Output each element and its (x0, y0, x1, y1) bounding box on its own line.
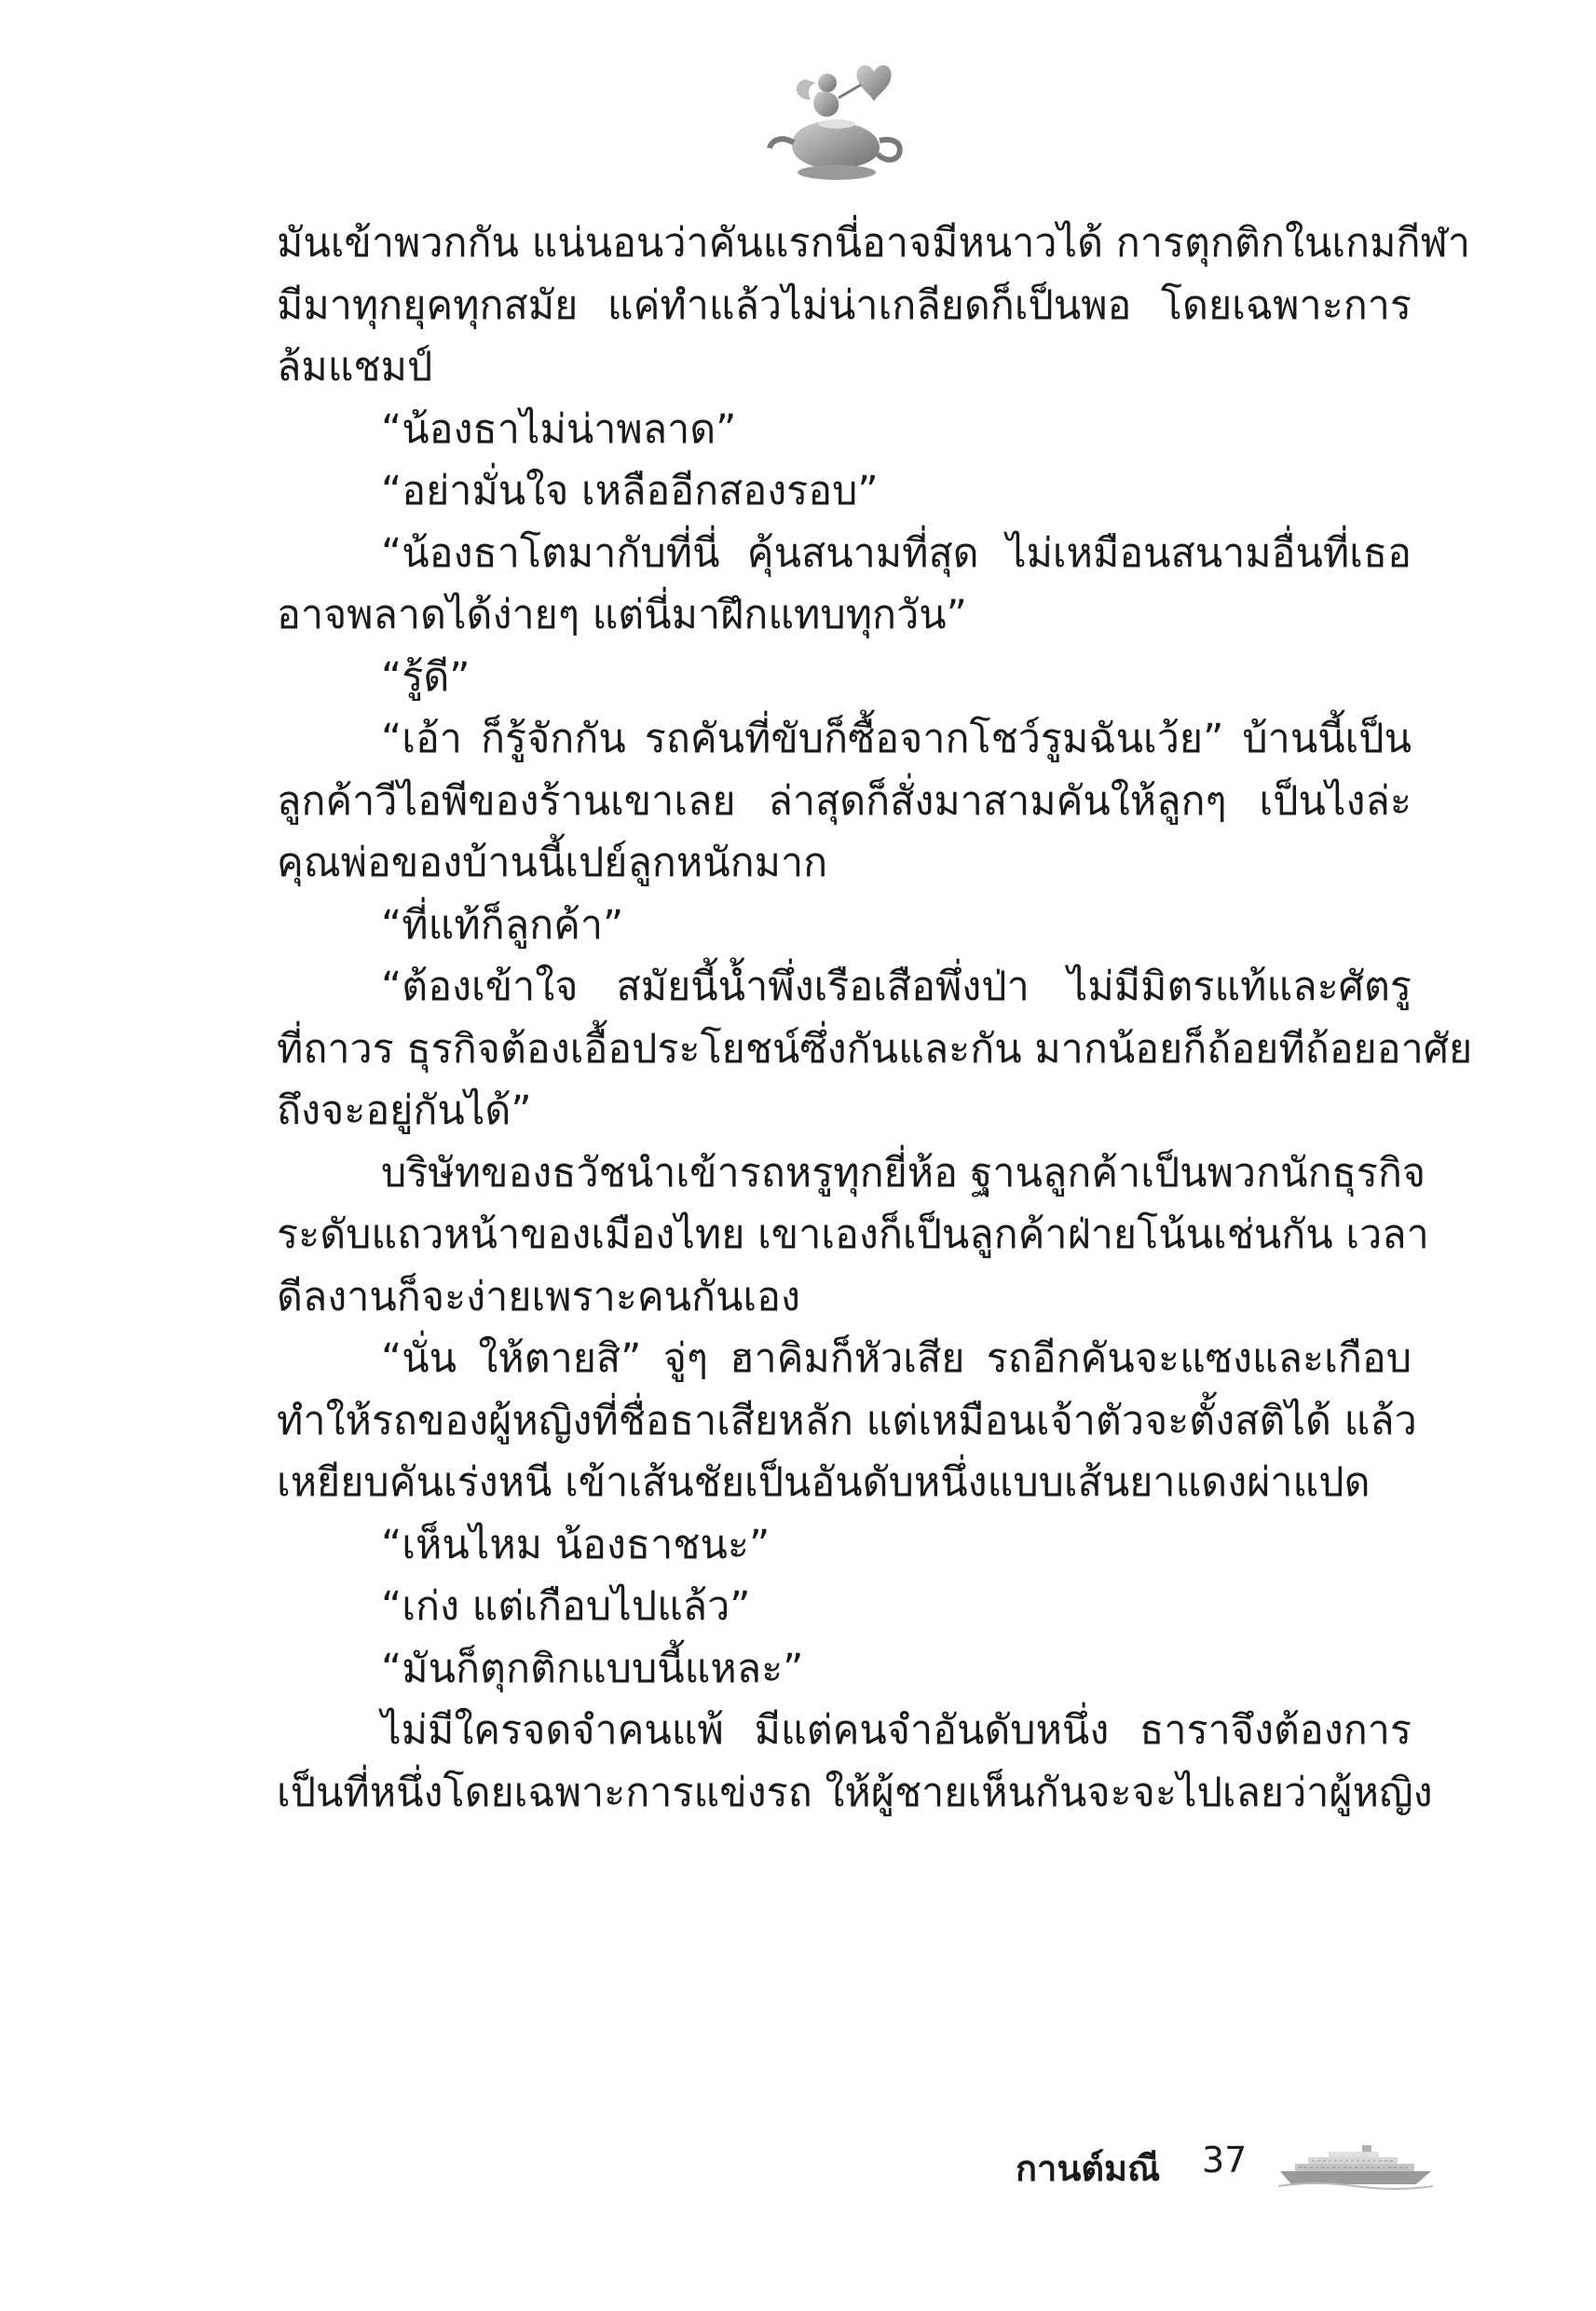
text-line: ดีลงานก็จะง่ายเพราะคนกันเอง (277, 1273, 800, 1320)
text-line: “เห็นไหม น้องธาชนะ” (381, 1521, 771, 1568)
text-line: มีมาทุกยุคทุกสมัย แค่ทำแล้วไม่น่าเกลียดก็เป็นพอ โดยเฉพาะการ (277, 281, 1412, 329)
text-line: คุณพ่อของบ้านนี้เปย์ลูกหนักมาก (277, 840, 828, 886)
text-line: “นั่น ให้ตายสิ” จู่ๆ ฮาคิมก็หัวเสีย รถอีกคันจะแซงและเกือบ (381, 1335, 1412, 1382)
text-line: ไม่มีใครจดจำคนแพ้ มีแต่คนจำอันดับหนึ่ง ธาราจึงต้องการ (381, 1707, 1412, 1754)
text-line: บริษัทของธวัชนำเข้ารถหรูทุกยี่ห้อ ฐานลูกค้าเป็นพวกนักธุรกิจ (381, 1149, 1426, 1197)
page-footer (1016, 2134, 1435, 2199)
text-line: เหยียบคันเร่งหนี เข้าเส้นชัยเป็นอันดับหนึ่งแบบเส้นยาแดงผ่าแปด (277, 1459, 1371, 1506)
text-line: “น้องธาโตมากับที่นี่ คุ้นสนามที่สุด ไม่เหมือนสนามอื่นที่เธอ (381, 529, 1412, 577)
cruise-ship-icon (1276, 2143, 1435, 2190)
text-line: เป็นที่หนึ่งโดยเฉพาะการแข่งรถ ให้ผู้ชายเห็นกันจะจะไปเลยว่าผู้หญิง (277, 1769, 1433, 1816)
text-line: “อย่ามั่นใจ เหลืออีกสองรอบ” (381, 468, 879, 514)
text-line: “น้องธาไม่น่าพลาด” (381, 405, 737, 453)
text-line: ระดับแถวหน้าของเมืองไทย เขาเองก็เป็นลูกค้าฝ่ายโน้นเช่นกัน เวลา (277, 1211, 1429, 1258)
text-line: ทำให้รถของผู้หญิงที่ชื่อธาเสียหลัก แต่เหมือนเจ้าตัวจะตั้งสติได้ แล้ว (277, 1397, 1417, 1444)
text-line: “เอ้า ก็รู้จักกัน รถคันที่ขับก็ซื้อจากโชว์รูมฉันเว้ย” บ้านนี้เป็น (381, 716, 1412, 762)
text-line: “ที่แท้ก็ลูกค้า” (381, 901, 624, 949)
text-line: “รู้ดี” (381, 653, 471, 701)
text-line: ถึงจะอยู่กันได้” (277, 1087, 532, 1134)
text-line: ที่ถาวร ธุรกิจต้องเอื้อประโยชน์ซึ่งกันและกัน มากน้อยก็ถ้อยทีถ้อยอาศัย (277, 1025, 1473, 1073)
text-line: “ต้องเข้าใจ สมัยนี้น้ำพึ่งเรือเสือพึ่งป่า ไม่มีมิตรแท้และศัตรู (381, 964, 1412, 1010)
page-number: 37 (1202, 2140, 1248, 2181)
body-text (277, 212, 1473, 1824)
text-line: “เก่ง แต่เกือบไปแล้ว” (381, 1583, 751, 1630)
book-title: กานต์มณี (1016, 2148, 1161, 2189)
cupid-teapot-emblem-icon (764, 51, 913, 191)
text-line: อาจพลาดได้ง่ายๆ แต่นี่มาฝึกแทบทุกวัน” (277, 592, 967, 638)
text-line: ล้มแชมป์ (277, 344, 433, 390)
text-line: มันเข้าพวกกัน แน่นอนว่าคันแรกนี่อาจมีหนาวได้ การตุกติกในเกมกีฬา (277, 220, 1471, 267)
text-line: ลูกค้าวีไอพีของร้านเขาเลย ล่าสุดก็สั่งมาสามคันให้ลูกๆ เป็นไงล่ะ (277, 777, 1412, 825)
text-line: “มันก็ตุกติกแบบนี้แหละ” (381, 1645, 804, 1692)
